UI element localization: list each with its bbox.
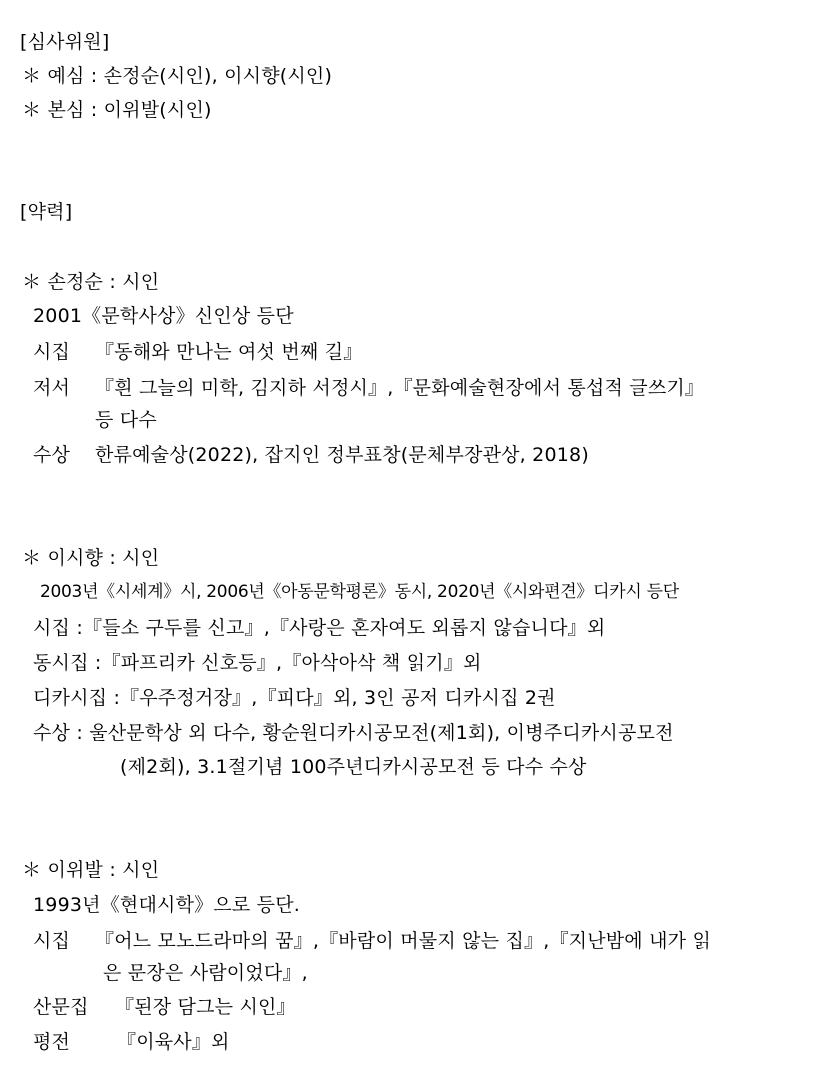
- son-poetry: [33, 340, 362, 364]
- son-books-value-1: 『흰 그늘의 미학, 김지하 서정시』,『문화예술현장에서 통섭적 글쓰기』: [95, 377, 705, 399]
- son-books-continuation: 등 다수: [95, 409, 157, 431]
- son-awards: [33, 443, 589, 467]
- son-books-label: 저서: [33, 377, 71, 399]
- lee-sh-children: 동시집 :『파프리카 신호등』,『아삭아삭 책 읽기』외: [33, 652, 482, 674]
- bio-heading: [약력]: [20, 201, 73, 223]
- lee-wb-critical-value: 『이육사』외: [117, 1031, 230, 1053]
- son-debut: 2001《문학사상》신인상 등단: [33, 305, 294, 327]
- lee-wb-critical: [33, 1030, 230, 1054]
- lee-wb-critical-label: 평전: [33, 1031, 71, 1053]
- son-awards-value: 한류예술상(2022), 잡지인 정부표창(문체부장관상, 2018): [95, 444, 589, 466]
- judges-heading: [심사위원]: [20, 31, 110, 53]
- lee-sh-debut: 2003년《시세계》시, 2006년《아동문학평론》동시, 2020년《시와편견》디카시 등단: [40, 582, 679, 602]
- lee-sh-awards-continuation: (제2회), 3.1절기념 100주년디카시공모전 등 다수 수상: [120, 756, 587, 778]
- judges-prelim: ＊ 예심 : 손정순(시인), 이시향(시인): [22, 65, 333, 87]
- lee-wb-poetry: [33, 929, 711, 953]
- lee-sh-title: ＊ 이시향 : 시인: [22, 547, 160, 569]
- lee-wb-prose-label: 산문집: [33, 996, 89, 1018]
- lee-wb-poetry-label: 시집: [33, 930, 71, 952]
- lee-sh-awards: 수상 : 울산문학상 외 다수, 황순원디카시공모전(제1회), 이병주디카시공모전: [33, 722, 674, 744]
- lee-wb-debut: 1993년《현대시학》으로 등단.: [33, 894, 301, 916]
- son-poetry-label: 시집: [33, 341, 71, 363]
- son-title: ＊ 손정순 : 시인: [22, 271, 160, 293]
- son-awards-label: 수상: [33, 444, 71, 466]
- lee-sh-poetry: 시집 :『들소 구두를 신고』,『사랑은 혼자여도 외롭지 않습니다』외: [33, 617, 606, 639]
- lee-wb-poetry-value-1: 『어느 모노드라마의 꿈』,『바람이 머물지 않는 집』,『지난밤에 내가 읽: [95, 930, 712, 952]
- lee-wb-poetry-continuation: 은 문장은 사람이었다』,: [103, 962, 308, 984]
- lee-wb-prose: [33, 995, 296, 1019]
- son-books: [33, 376, 704, 400]
- lee-wb-title: ＊ 이위발 : 시인: [22, 859, 160, 881]
- lee-sh-dica: 디카시집 :『우주정거장』,『피다』외, 3인 공저 디카시집 2권: [33, 687, 556, 709]
- lee-wb-prose-value: 『된장 담그는 시인』: [115, 996, 296, 1018]
- judges-final: ＊ 본심 : 이위발(시인): [22, 99, 212, 121]
- son-poetry-value: 『동해와 만나는 여섯 번째 길』: [95, 341, 363, 363]
